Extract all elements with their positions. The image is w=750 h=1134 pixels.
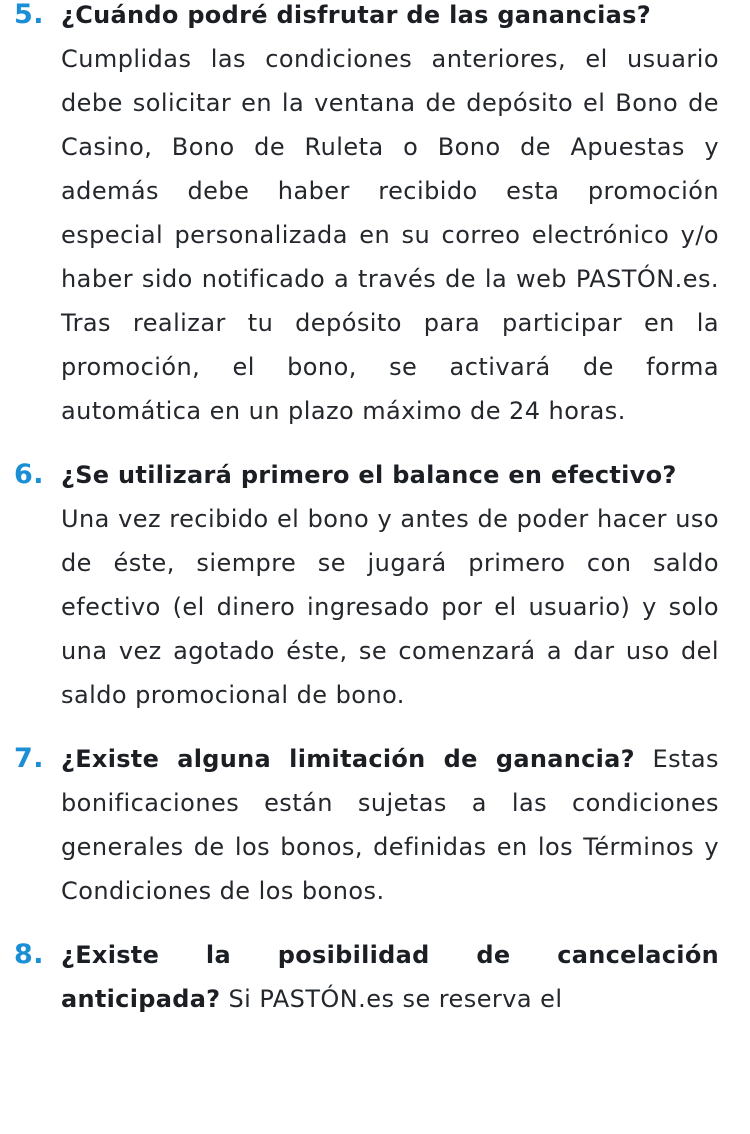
faq-question: ¿Se utilizará primero el balance en efectivo? — [61, 461, 677, 489]
faq-item-6 — [0, 453, 750, 717]
faq-answer: Cumplidas las condiciones anteriores, el usuario debe solicitar en la ventana de depósito el Bono de Casino, Bono de Ruleta o Bono de Apuestas y además debe haber recibido esta promoción especial personalizada en su correo electrónico y/o haber sido notificado a través de la web PASTÓN.es. Tras realizar tu depósito para participar en la promoción, el bono, se activará de forma automática en un plazo máximo de 24 horas. — [61, 45, 719, 425]
faq-text — [61, 737, 719, 913]
faq-item-5 — [0, 0, 750, 433]
faq-number: 6. — [14, 459, 45, 490]
faq-answer: Si PASTÓN.es se reserva el — [228, 985, 563, 1013]
faq-item-8 — [0, 933, 750, 1021]
faq-number: 5. — [14, 0, 45, 30]
faq-text — [61, 933, 719, 1021]
faq-text — [61, 0, 719, 433]
faq-number: 7. — [14, 743, 45, 774]
faq-answer: Estas bonificaciones están sujetas a las condiciones generales de los bonos, definidas en los Términos y Condiciones de los bonos. — [61, 745, 719, 905]
faq-item-7 — [0, 737, 750, 913]
faq-answer: Una vez recibido el bono y antes de poder hacer uso de éste, siempre se jugará primero con saldo efectivo (el dinero ingresado por el usuario) y solo una vez agotado éste, se comenzará a dar uso del saldo promocional de bono. — [61, 505, 719, 709]
faq-question: ¿Existe alguna limitación de ganancia? — [61, 745, 635, 773]
faq-number: 8. — [14, 939, 45, 970]
faq-text — [61, 453, 719, 717]
faq-question: ¿Cuándo podré disfrutar de las ganancias? — [61, 1, 651, 29]
faq-question: ¿Existe la posibilidad de cancelación anticipada? — [61, 941, 719, 1013]
